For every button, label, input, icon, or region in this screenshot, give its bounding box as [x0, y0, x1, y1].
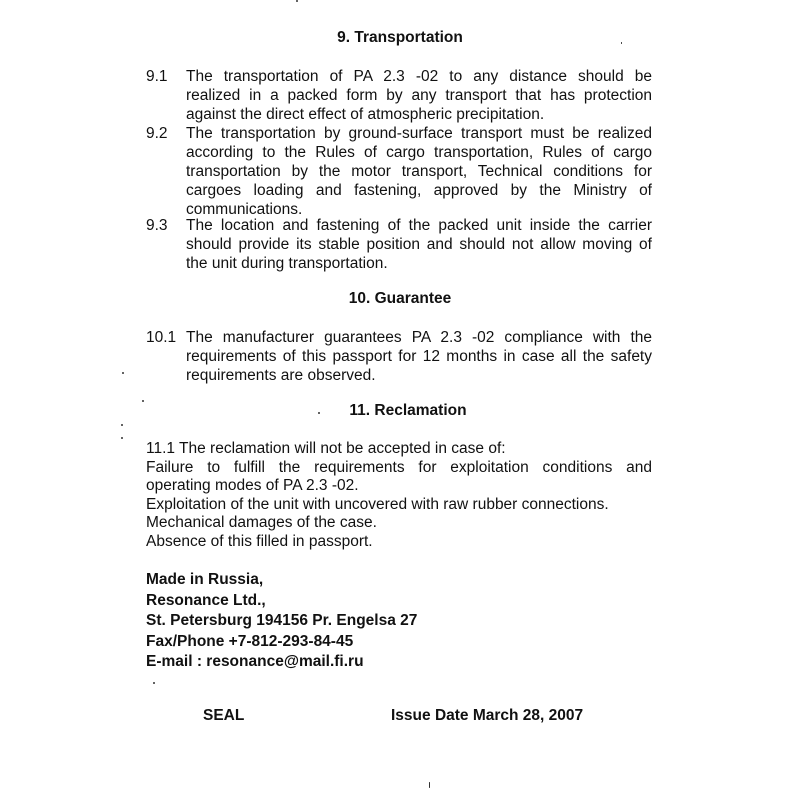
- contact-address: St. Petersburg 194156 Pr. Engelsa 27: [146, 612, 418, 629]
- clause-line: transportation by the motor transport, Technical conditions for: [186, 163, 652, 180]
- clause-line: against the direct effect of atmospheric precipitation.: [186, 106, 545, 123]
- clause-line: the unit during transportation.: [186, 255, 388, 272]
- scan-speck: [296, 0, 298, 2]
- reclamation-body: [146, 440, 652, 551]
- scan-speck: [153, 682, 155, 684]
- clause-line: The transportation of PA 2.3 -02 to any distance should be: [186, 68, 652, 85]
- clause-line: The location and fastening of the packed unit inside the carrier: [186, 217, 652, 234]
- section-11-title: 11. Reclamation: [349, 402, 467, 419]
- scan-speck: [318, 412, 320, 414]
- reclamation-line: Exploitation of the unit with uncovered with raw rubber connections.: [146, 495, 609, 513]
- contact-phone: Fax/Phone +7-812-293-84-45: [146, 632, 354, 650]
- clause-number: 9.3: [146, 217, 168, 234]
- scan-speck: [621, 42, 622, 44]
- clause-number: 10.1: [146, 329, 177, 346]
- reclamation-intro: 11.1 The reclamation will not be accepted in case of:: [146, 440, 506, 457]
- clause-number: 9.1: [146, 68, 168, 85]
- scan-speck: [429, 782, 430, 788]
- clause-line: communications.: [186, 201, 303, 218]
- clause-line: cargoes loading and fastening, approved by the Ministry of: [186, 182, 652, 199]
- contact-country: Made in Russia,: [146, 571, 264, 588]
- reclamation-line: Absence of this filled in passport.: [146, 532, 373, 550]
- seal-label: SEAL: [203, 707, 245, 724]
- scan-speck: [121, 437, 123, 439]
- scan-speck: [122, 372, 124, 374]
- section-9-title: 9. Transportation: [337, 29, 463, 46]
- section-10-title: 10. Guarantee: [348, 290, 452, 307]
- clause-number: 9.2: [146, 125, 168, 142]
- issue-date: Issue Date March 28, 2007: [391, 707, 584, 724]
- clause-line: The transportation by ground-surface transport must be realized: [186, 125, 652, 142]
- clause-line: The manufacturer guarantees PA 2.3 -02 compliance with the: [186, 329, 652, 346]
- clause-line: according to the Rules of cargo transportation, Rules of cargo: [186, 144, 652, 161]
- clause-line: requirements are observed.: [186, 367, 376, 384]
- contact-block: [146, 570, 417, 673]
- contact-company: Resonance Ltd.,: [146, 591, 266, 609]
- scan-speck: [142, 400, 144, 402]
- reclamation-line: Failure to fulfill the requirements for exploitation conditions and: [146, 458, 652, 476]
- clause-line: realized in a packed form by any transport that has protection: [186, 87, 652, 104]
- reclamation-line: operating modes of PA 2.3 -02.: [146, 477, 359, 494]
- clause-line: requirements of this passport for 12 months in case all the safety: [186, 348, 652, 365]
- clause-line: should provide its stable position and should not allow moving of: [186, 236, 652, 253]
- reclamation-line: Mechanical damages of the case.: [146, 514, 377, 531]
- scan-speck: [121, 424, 123, 426]
- contact-email: E-mail : resonance@mail.fi.ru: [146, 653, 364, 670]
